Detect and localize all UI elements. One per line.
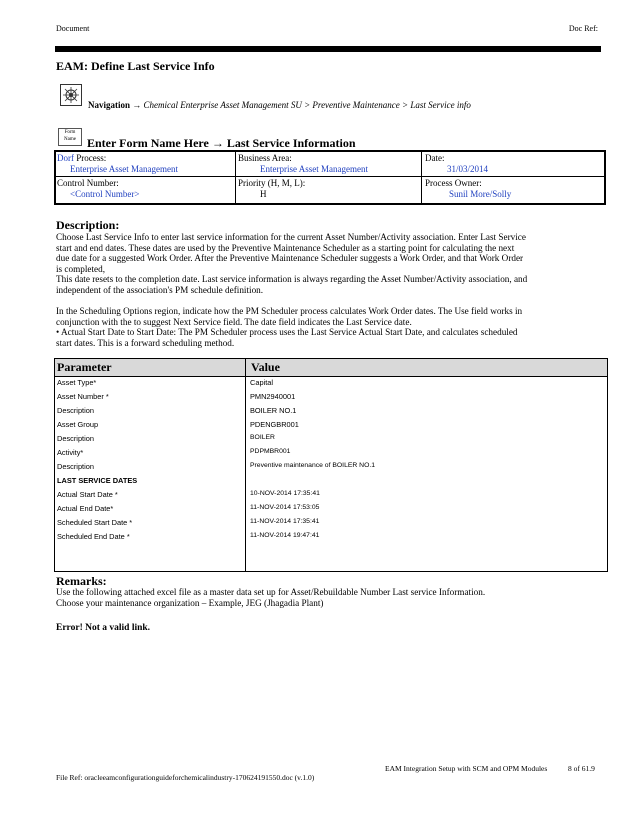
date-value: 31/03/2014 — [447, 164, 489, 174]
description-line: due date for a suggested Work Order. After the Preventive Maintenance Scheduler suggests a Work Order, and that Work Order — [56, 253, 524, 264]
document-header-left: Document — [56, 24, 90, 33]
navigation-arrow: → — [132, 100, 142, 110]
document-header-right: Doc Ref: — [568, 24, 598, 33]
parameter-value: Capital — [250, 378, 274, 387]
navigation-line — [88, 100, 471, 110]
form-title: Enter Form Name Here → Last Service Information — [87, 136, 356, 150]
parameter-name: Actual Start Date * — [57, 490, 118, 499]
process-label-cell — [57, 153, 106, 164]
table-row — [55, 418, 607, 432]
parameter-name: Description — [57, 434, 94, 443]
control-number-label: Control Number: — [57, 178, 119, 188]
parameter-value: Preventive maintenance of BOILER NO.1 — [250, 462, 376, 469]
remarks-text — [56, 587, 602, 608]
parameter-table-header — [55, 359, 607, 377]
navigation-path[interactable]: Chemical Enterprise Asset Management SU > Preventive Maintenance > Last Service info — [143, 100, 471, 110]
parameter-name: Scheduled Start Date * — [57, 518, 133, 527]
parameter-value: 10-NOV-2014 17:35:41 — [250, 490, 320, 497]
parameter-value: PMN2940001 — [250, 392, 296, 401]
description-text — [56, 232, 602, 349]
parameter-name: Asset Number * — [57, 392, 109, 401]
description-line: is completed, — [56, 263, 105, 274]
parameter-name: Description — [57, 462, 94, 471]
table-row — [55, 376, 607, 390]
description-heading: Description: — [56, 218, 120, 232]
table-row — [55, 432, 607, 446]
value-column-header: Value — [251, 360, 280, 374]
parameter-value: BOILER NO.1 — [250, 406, 297, 415]
parameter-column-header: Parameter — [57, 360, 112, 374]
parameter-value: 11-NOV-2014 19:47:41 — [250, 532, 320, 539]
business-area-value: Enterprise Asset Management — [260, 164, 368, 174]
process-info-table — [54, 150, 606, 205]
parameter-name: Actual End Date* — [57, 504, 114, 513]
remarks-heading: Remarks: — [56, 574, 107, 588]
form-name-icon: Form Name — [58, 128, 82, 146]
process-value: Enterprise Asset Management — [70, 164, 178, 174]
description-line: This date resets to the completion date. Last service information is always regarding the Asset Number/Activity association, and — [56, 274, 528, 285]
control-number-value: <Control Number> — [70, 189, 140, 199]
table-row — [55, 530, 607, 544]
table-row — [55, 474, 607, 488]
table-row — [55, 446, 607, 460]
parameter-value: PDENGBR001 — [250, 420, 299, 429]
remarks-line: Use the following attached excel file as a master data set up for Asset/Rebuildable Number Last service Information. — [56, 587, 486, 597]
description-line: start dates. This is a forward scheduling method. — [56, 337, 235, 348]
table-row — [55, 404, 607, 418]
table-row — [55, 390, 607, 404]
process-link[interactable]: Dorf — [57, 153, 74, 163]
navigation-icon — [60, 84, 82, 106]
description-spacer — [56, 296, 602, 307]
parameter-name: Asset Type* — [57, 378, 97, 387]
process-owner-value: Sunil More/Solly — [449, 189, 512, 199]
info-table-row-divider — [56, 176, 604, 177]
description-line: Choose Last Service Info to enter last service information for the current Asset Number/Activity association. Enter Last Service — [56, 232, 526, 242]
description-line: independent of the association's PM schedule definition. — [56, 284, 264, 295]
parameter-name: Activity* — [57, 448, 84, 457]
description-line: In the Scheduling Options region, indicate how the PM Scheduler process calculates Work Order dates. The Use field works in — [56, 306, 523, 317]
parameter-value: BOILER — [250, 434, 275, 441]
parameter-value: PDPMBR001 — [250, 448, 291, 455]
parameter-value: 11-NOV-2014 17:35:41 — [250, 518, 320, 525]
page-title: EAM: Define Last Service Info — [56, 59, 215, 73]
table-row — [55, 460, 607, 474]
footer-file-ref: File Ref: oracleeamconfigurationguideforchemicalindustry-170624191550.doc (v.1.0) — [56, 773, 315, 782]
navigation-label: Navigation — [88, 100, 131, 110]
priority-value: H — [260, 189, 267, 199]
process-label: Process: — [76, 153, 107, 163]
footer-module-title: EAM Integration Setup with SCM and OPM Modules — [385, 764, 548, 773]
table-row — [55, 488, 607, 502]
parameter-value: 11-NOV-2014 17:53:05 — [250, 504, 320, 511]
business-area-label: Business Area: — [238, 153, 292, 163]
description-line: conjunction with the to suggest Next Service field. The date field indicates the Last Service date. — [56, 316, 412, 327]
table-row — [55, 502, 607, 516]
footer-page-number: 8 of 61.9 — [568, 764, 595, 773]
parameter-name: Asset Group — [57, 420, 99, 429]
section-label: LAST SERVICE DATES — [57, 476, 138, 485]
error-link-message[interactable]: Error! Not a valid link. — [56, 623, 151, 633]
table-row — [55, 516, 607, 530]
date-label: Date: — [425, 153, 445, 163]
description-line: start and end dates. These dates are used by the Preventive Maintenance Scheduler as a starting point for calculating the next — [56, 242, 515, 253]
parameter-name: Scheduled End Date * — [57, 532, 130, 541]
remarks-line: Choose your maintenance organization – Example, JEG (Jhagadia Plant) — [56, 597, 324, 608]
info-table-col-divider — [421, 152, 422, 203]
description-line: • Actual Start Date to Start Date: The PM Scheduler process uses the Last Service Actual Start Date, and calculates scheduled — [56, 327, 518, 338]
priority-label: Priority (H, M, L): — [238, 178, 306, 188]
info-table-col-divider — [235, 152, 236, 203]
process-owner-label: Process Owner: — [425, 178, 482, 188]
parameter-table — [54, 358, 608, 572]
parameter-name: Description — [57, 406, 94, 415]
header-divider — [55, 46, 601, 52]
